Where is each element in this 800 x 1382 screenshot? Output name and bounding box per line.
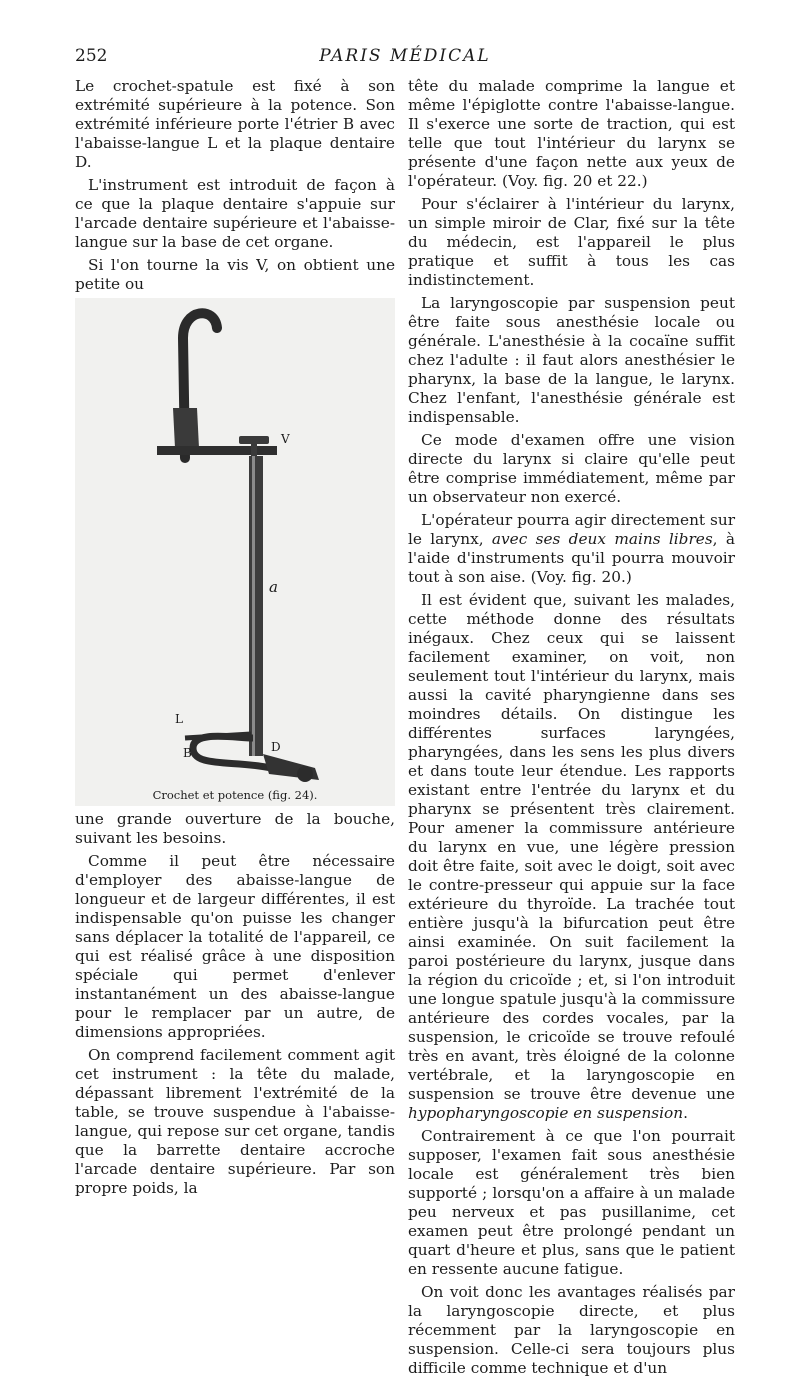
- paragraph: tête du malade comprime la langue et même l'épiglotte contre l'abaisse-langue. Il s'exerce une sorte de traction, qui est telle que tout l'intérieur du larynx se présente d'une façon nette aux yeux de l'opérateur. (Voy. fig. 20 et 22.): [408, 77, 735, 190]
- hook-clamp: [173, 408, 199, 448]
- text-run: , à l'aide d'instruments qu'il pourra mouvoir tout à son aise. (Voy. fig. 20.): [408, 530, 735, 586]
- right-column: [408, 77, 735, 1382]
- paragraph: une grande ouverture de la bouche, suivant les besoins.: [75, 810, 395, 847]
- paragraph: Contrairement à ce que l'on pourrait supposer, l'examen fait sous anesthésie locale est généralement très bien supporté ; lorsqu'on a affaire à un malade peu nerveux et pas pusillanime, cet examen peut être prolongé pendant un quart d'heure et plus, sans que le patient en ressente aucune fatigue.: [408, 1127, 735, 1278]
- label-b: B: [183, 746, 192, 760]
- potence-bar: [157, 446, 277, 455]
- instrument-illustration: [75, 298, 395, 806]
- paragraph: [408, 511, 735, 587]
- screw-v: [239, 436, 269, 444]
- left-column: [75, 77, 395, 1202]
- paragraph: La laryngoscopie par suspension peut être faite sous anesthésie locale ou générale. L'anesthésie à la cocaïne suffit chez l'adulte : il faut alors anesthésier le pharynx, la base de la langue, le larynx. Chez l'enfant, l'anesthésie générale est indispensable.: [408, 294, 735, 426]
- text-run: .: [683, 1104, 688, 1122]
- knurled-knob: [297, 766, 313, 782]
- figure-24: [75, 298, 395, 806]
- rod-a: [249, 456, 263, 756]
- paragraph: Le crochet-spatule est fixé à son extrémité supérieure à la potence. Son extrémité inférieure porte l'étrier B avec l'abaisse-langue L et la plaque dentaire D.: [75, 77, 395, 171]
- label-a: a: [269, 578, 278, 596]
- paragraph: On comprend facilement comment agit cet instrument : la tête du malade, dépassant librement l'extrémité de la table, se trouve suspendue à l'abaisse-langue, qui repose sur cet organe, tandis que la barrette dentaire accroche l'arcade dentaire supérieure. Par son propre poids, la: [75, 1046, 395, 1197]
- label-v: V: [281, 432, 290, 446]
- paragraph: Pour s'éclairer à l'intérieur du larynx, un simple miroir de Clar, fixé sur la tête du médecin, est l'appareil le plus pratique et suffit à tous les cas indistinctement.: [408, 195, 735, 289]
- page-number: 252: [75, 46, 108, 66]
- paragraph: Si l'on tourne la vis V, on obtient une petite ou: [75, 256, 395, 293]
- label-l: L: [175, 712, 183, 726]
- running-title: PARIS MÉDICAL: [319, 46, 491, 66]
- paragraph: Comme il peut être nécessaire d'employer des abaisse-langue de longueur et de largeur différentes, il est indispensable qu'on puisse les changer sans déplacer la totalité de l'appareil, ce qui est réalisé grâce à une disposition spéciale qui permet d'enlever instantanément un des abaisse-langue pour le remplacer par un autre, de dimensions appropriées.: [75, 852, 395, 1041]
- page-header: [75, 46, 735, 72]
- emphasis: avec ses deux mains libres: [491, 530, 713, 548]
- label-d: D: [271, 740, 281, 754]
- screw-v-stem: [251, 444, 257, 456]
- paragraph: On voit donc les avantages réalisés par la laryngoscopie directe, et plus récemment par la laryngoscopie en suspension. Celle-ci sera toujours plus difficile comme technique et d'un: [408, 1283, 735, 1377]
- text-run: Il est évident que, suivant les malades, cette méthode donne des résultats inégaux. Chez ceux qui se laissent facilement examiner, on voit, non seulement tout l'intérieur du larynx, mais aussi la cavité pharyngienne dans ses moindres détails. On distingue les différentes surfaces laryngées, pharyngées, dans les sens les plus divers et dans toute leur étendue. Les rapports existant entre l'entrée du larynx et du pharynx se présentent très clairement. Pour amener la commissure antérieure du larynx en vue, une légère pression doit être faite, soit avec le doigt, soit avec le contre-presseur qui appuie sur la face extérieure du thyroïde. La trachée tout entière jusqu'à la bifurcation peut être ainsi examinée. On suit facilement la paroi postérieure du larynx, jusque dans la région du cricoïde ; et, si l'on introduit une longue spatule jusqu'à la commissure antérieure des cordes vocales, par la suspension, le cricoïde se trouve refoulé très en avant, très éloigné de la colonne vertébrale, et la laryngoscopie en suspension se trouve être devenue une: [408, 591, 735, 1103]
- rod-a-highlight: [252, 456, 255, 756]
- emphasis: hypopharyngoscopie en suspension: [408, 1104, 684, 1122]
- paragraph: [408, 591, 735, 1123]
- paragraph: L'instrument est introduit de façon à ce que la plaque dentaire s'appuie sur l'arcade dentaire supérieure et l'abaisse-langue sur la base de cet organe.: [75, 176, 395, 251]
- text-run: L'opérateur pourra agir directement sur le larynx,: [408, 511, 735, 548]
- paragraph: Ce mode d'examen offre une vision directe du larynx si claire qu'elle peut être comprise immédiatement, même par un observateur non exercé.: [408, 431, 735, 506]
- figure-caption: Crochet et potence (fig. 24).: [152, 788, 318, 802]
